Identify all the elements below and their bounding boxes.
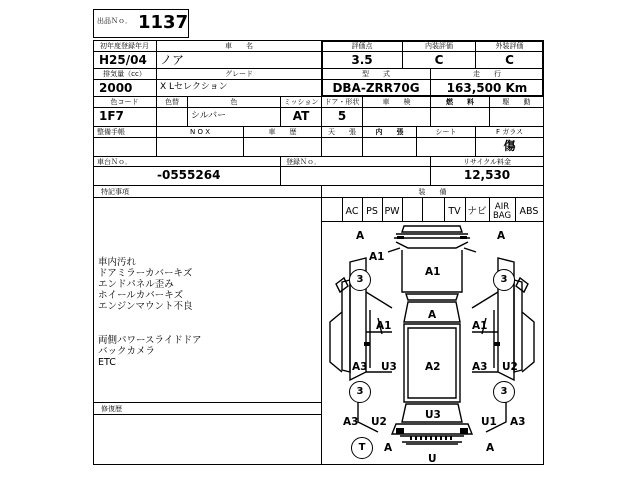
note-line: 車内汚れ xyxy=(98,257,137,268)
chassis-label: 車台Ｎｏ． xyxy=(97,158,132,166)
mission-value: AT xyxy=(292,109,310,123)
fglass-value: 傷 xyxy=(503,139,516,153)
damage-mark: A1 xyxy=(425,266,441,278)
damage-mark: A3 xyxy=(352,361,368,373)
tire-front-left: 3 xyxy=(349,269,371,291)
damage-mark: U3 xyxy=(381,361,397,373)
equip-ac: AC xyxy=(345,206,359,217)
damage-mark: A2 xyxy=(425,361,441,373)
displacement-value: 2000 xyxy=(99,81,133,95)
exterior-score-label: 外装評価 xyxy=(495,42,524,50)
mileage-label: 走 行 xyxy=(473,70,501,78)
damage-mark: U2 xyxy=(371,416,387,428)
equip-navi: ナビ xyxy=(467,206,487,217)
recycle-value: 12,530 xyxy=(463,168,511,182)
damage-mark: A3 xyxy=(510,416,526,428)
equip-tv: TV xyxy=(448,206,461,217)
fuel-label: 燃 料 xyxy=(446,98,474,106)
car-name-value: ノア xyxy=(160,53,185,67)
color-value: シルバー xyxy=(191,111,227,121)
lot-number: 1137 xyxy=(138,12,189,33)
first-reg-label: 初年度登録年月 xyxy=(100,42,149,50)
notes-label: 特記事項 xyxy=(101,188,129,196)
inspection-label: 車 検 xyxy=(382,98,411,106)
score-value: 3.5 xyxy=(351,53,373,67)
damage-mark: A xyxy=(356,230,365,242)
damage-mark: A xyxy=(428,309,437,321)
interior-trim-label: 内 張 xyxy=(375,128,404,136)
grade-label: グレード xyxy=(225,70,253,78)
tire-front-right: 3 xyxy=(493,269,515,291)
note-line: エンドパネル歪み xyxy=(98,279,174,290)
equip-airbag: AIR BAG xyxy=(492,202,512,221)
damage-mark: A1 xyxy=(369,251,385,263)
damage-mark: U2 xyxy=(502,361,518,373)
note-line: ホイールカバーキズ xyxy=(98,290,184,301)
model-label: 型 式 xyxy=(362,70,390,78)
doors-label: ドア・形状 xyxy=(324,98,360,106)
fglass-label: F ガラス xyxy=(495,128,524,136)
doors-value: 5 xyxy=(337,109,347,123)
note-line: バックカメラ xyxy=(98,346,156,357)
repair-history-label: 修復歴 xyxy=(101,405,122,413)
mission-label: ミッション xyxy=(283,98,319,106)
damage-mark: A1 xyxy=(472,320,488,332)
note-line: エンジンマウント不良 xyxy=(98,301,193,312)
damage-mark: U1 xyxy=(481,416,497,428)
mileage-value: 163,500 Km xyxy=(446,81,528,95)
interior-score-label: 内装評価 xyxy=(425,42,453,50)
equip-abs: ABS xyxy=(519,206,539,217)
roof-label: 天 張 xyxy=(328,128,356,136)
reg-no-label: 登録Ｎｏ． xyxy=(286,158,321,166)
equipment-label: 装 備 xyxy=(418,188,447,196)
car-name-label: 車 名 xyxy=(225,42,253,50)
damage-mark: A3 xyxy=(472,361,488,373)
lot-number-label: 出品Ｎｏ． xyxy=(97,17,132,25)
color-code-label: 色コード xyxy=(110,98,139,106)
damage-mark: A1 xyxy=(376,320,392,332)
color-label: 色 xyxy=(230,98,238,106)
spare-tire: T xyxy=(351,437,373,459)
grade-value: X Lセレクション xyxy=(160,82,228,92)
tire-rear-left: 3 xyxy=(349,381,371,403)
manual-label: 整備手帳 xyxy=(97,128,125,136)
equip-ps: PS xyxy=(366,206,378,217)
tire-rear-right: 3 xyxy=(493,381,515,403)
nox-label: N O X xyxy=(190,128,210,136)
model-value: DBA-ZRR70G xyxy=(332,81,420,95)
damage-mark: A3 xyxy=(343,416,359,428)
color-code-value: 1F7 xyxy=(99,109,124,123)
history-label: 車 歴 xyxy=(268,128,297,136)
first-reg-value: H25/04 xyxy=(99,53,147,67)
damage-mark: A xyxy=(497,230,506,242)
drive-label: 駆 動 xyxy=(502,98,531,106)
note-line: ETC xyxy=(98,357,116,368)
damage-mark: A xyxy=(384,442,393,454)
damage-mark: A xyxy=(486,442,495,454)
seat-label: シート xyxy=(435,128,457,136)
equip-pw: PW xyxy=(384,206,400,217)
damage-mark: U3 xyxy=(425,409,441,421)
note-line: ドアミラーカバーキズ xyxy=(98,268,193,279)
color-swap-label: 色替 xyxy=(165,98,179,106)
damage-mark: U xyxy=(428,453,437,465)
exterior-score-value: C xyxy=(505,53,514,67)
note-line: 両側パワースライドドア xyxy=(98,335,202,346)
interior-score-value: C xyxy=(434,53,444,67)
chassis-value: -0555264 xyxy=(157,168,221,182)
score-label: 評価点 xyxy=(351,42,373,50)
recycle-label: リサイクル料金 xyxy=(462,158,512,166)
displacement-label: 排気量（cc） xyxy=(103,70,146,78)
